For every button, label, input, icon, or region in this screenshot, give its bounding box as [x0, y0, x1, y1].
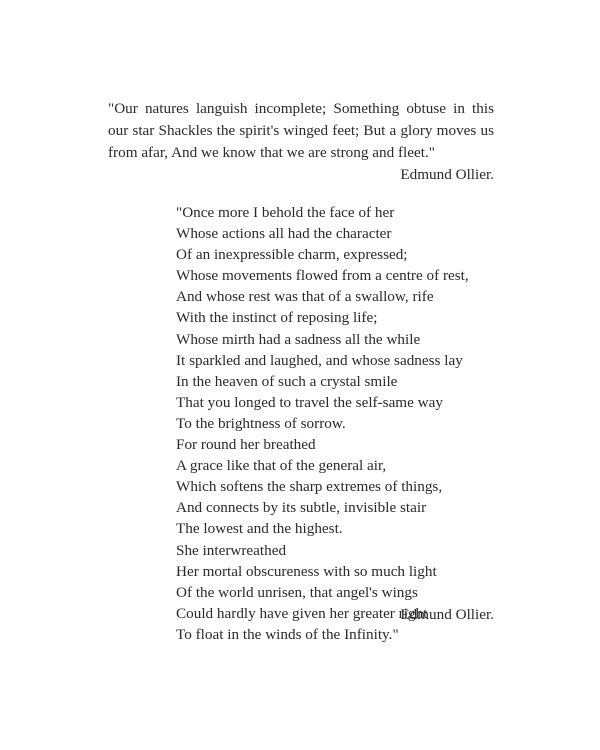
poem-line: Which softens the sharp extremes of things, — [176, 478, 443, 496]
poem-body — [176, 202, 506, 645]
poem-line: To the brightness of sorrow. — [176, 414, 346, 432]
poem-line: And whose rest was that of a swallow, rife — [176, 288, 434, 306]
poem-line: Whose mirth had a sadness all the while — [176, 330, 421, 348]
epigraph-quote: "Our natures languish incomplete; Something obtuse in this our star Shackles the spirit's winged feet; But a glory moves us from afar, And we know that we are strong and fleet." — [108, 100, 494, 161]
poem-line: For round her breathed — [176, 436, 316, 454]
poem-line: With the instinct of reposing life; — [176, 309, 378, 327]
epigraph-attribution: Edmund Ollier. — [400, 166, 494, 183]
poem-line: "Once more I behold the face of her — [176, 204, 395, 221]
poem-line: Whose actions all had the character — [176, 225, 392, 243]
poem-line: And connects by its subtle, invisible stair — [176, 499, 427, 517]
poem-line: The lowest and the highest. — [176, 520, 343, 538]
poem-line: In the heaven of such a crystal smile — [176, 372, 398, 390]
poem-line: Her mortal obscureness with so much light — [176, 562, 437, 580]
poem-line: Of the world unrisen, that angel's wings — [176, 583, 418, 601]
poem-line: It sparkled and laughed, and whose sadness lay — [176, 351, 463, 369]
poem-line: To float in the winds of the Infinity." — [176, 625, 399, 643]
poem-line: She interwreathed — [176, 541, 287, 559]
poem-line: That you longed to travel the self-same way — [176, 393, 443, 411]
poem-line: A grace like that of the general air, — [176, 457, 387, 475]
poem-attribution: Edmund Ollier. — [400, 606, 494, 623]
poem-line: Could hardly have given her greater right — [176, 604, 428, 622]
poem-line: Whose movements flowed from a centre of rest, — [176, 267, 469, 285]
poem-line: Of an inexpressible charm, expressed; — [176, 246, 408, 264]
